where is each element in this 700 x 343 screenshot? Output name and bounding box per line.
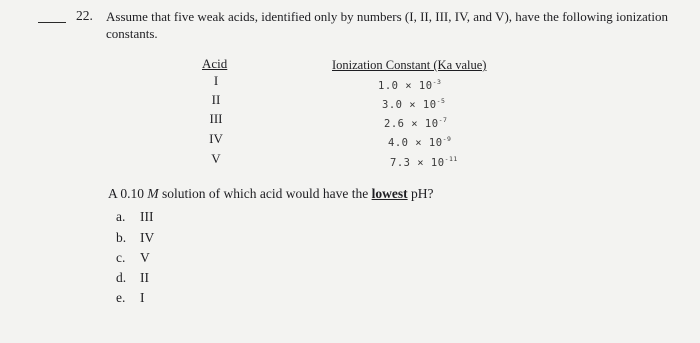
- choice-letter: d.: [116, 270, 127, 285]
- choice-letter: e.: [116, 290, 126, 305]
- question-number: 22.: [76, 8, 93, 23]
- ka-value-cell: [388, 135, 451, 149]
- acid-cell: I: [213, 73, 219, 88]
- ka-exponent: -9: [442, 135, 452, 143]
- question-text-line2: constants.: [106, 26, 158, 41]
- ka-mantissa: 2.6 × 10: [384, 118, 439, 130]
- prompt-text: pH?: [407, 186, 434, 201]
- choice-text: IV: [140, 230, 155, 245]
- acid-cell: V: [211, 151, 221, 166]
- question-text-line1: Assume that five weak acids, identified only by numbers (I, II, III, IV, and V), have the following ionization: [106, 9, 668, 24]
- prompt-emphasis: lowest: [371, 186, 408, 201]
- ka-value-cell: [378, 78, 441, 92]
- acid-cell: II: [211, 92, 221, 107]
- prompt-text: solution of which acid would have the: [158, 186, 372, 201]
- choice-text: III: [140, 209, 154, 224]
- choice-letter: c.: [116, 250, 126, 265]
- choice-letter: a.: [116, 209, 126, 224]
- choice-text: II: [140, 270, 149, 285]
- choice-text: I: [140, 290, 145, 305]
- acid-cell: III: [209, 111, 223, 126]
- answer-choice-d[interactable]: [116, 270, 149, 286]
- ka-mantissa: 3.0 × 10: [382, 99, 437, 111]
- answer-choice-c[interactable]: [116, 250, 150, 266]
- ka-exponent: -5: [436, 97, 446, 105]
- ka-column-header: Ionization Constant (Ka value): [332, 58, 487, 72]
- choice-letter: b.: [116, 230, 127, 245]
- choice-text: V: [140, 250, 150, 265]
- ka-exponent: -11: [444, 155, 458, 163]
- ka-exponent: -3: [432, 78, 442, 86]
- ka-value-cell: [384, 116, 447, 130]
- ka-mantissa: 7.3 × 10: [390, 157, 445, 169]
- ka-mantissa: 4.0 × 10: [388, 137, 443, 149]
- answer-choice-a[interactable]: [116, 209, 154, 225]
- ka-exponent: -7: [438, 116, 448, 124]
- answer-choice-e[interactable]: [116, 290, 145, 306]
- prompt-text: A 0.10: [108, 186, 148, 201]
- question-prompt: [108, 186, 433, 202]
- acid-cell: IV: [209, 131, 223, 146]
- ka-mantissa: 1.0 × 10: [378, 80, 433, 92]
- molarity-unit: M: [147, 186, 159, 201]
- answer-blank[interactable]: [38, 22, 66, 23]
- acid-column-header: Acid: [202, 56, 228, 71]
- ka-value-cell: [390, 155, 458, 169]
- answer-choice-b[interactable]: [116, 230, 154, 246]
- question-text: [106, 8, 686, 42]
- ka-value-cell: [382, 97, 445, 111]
